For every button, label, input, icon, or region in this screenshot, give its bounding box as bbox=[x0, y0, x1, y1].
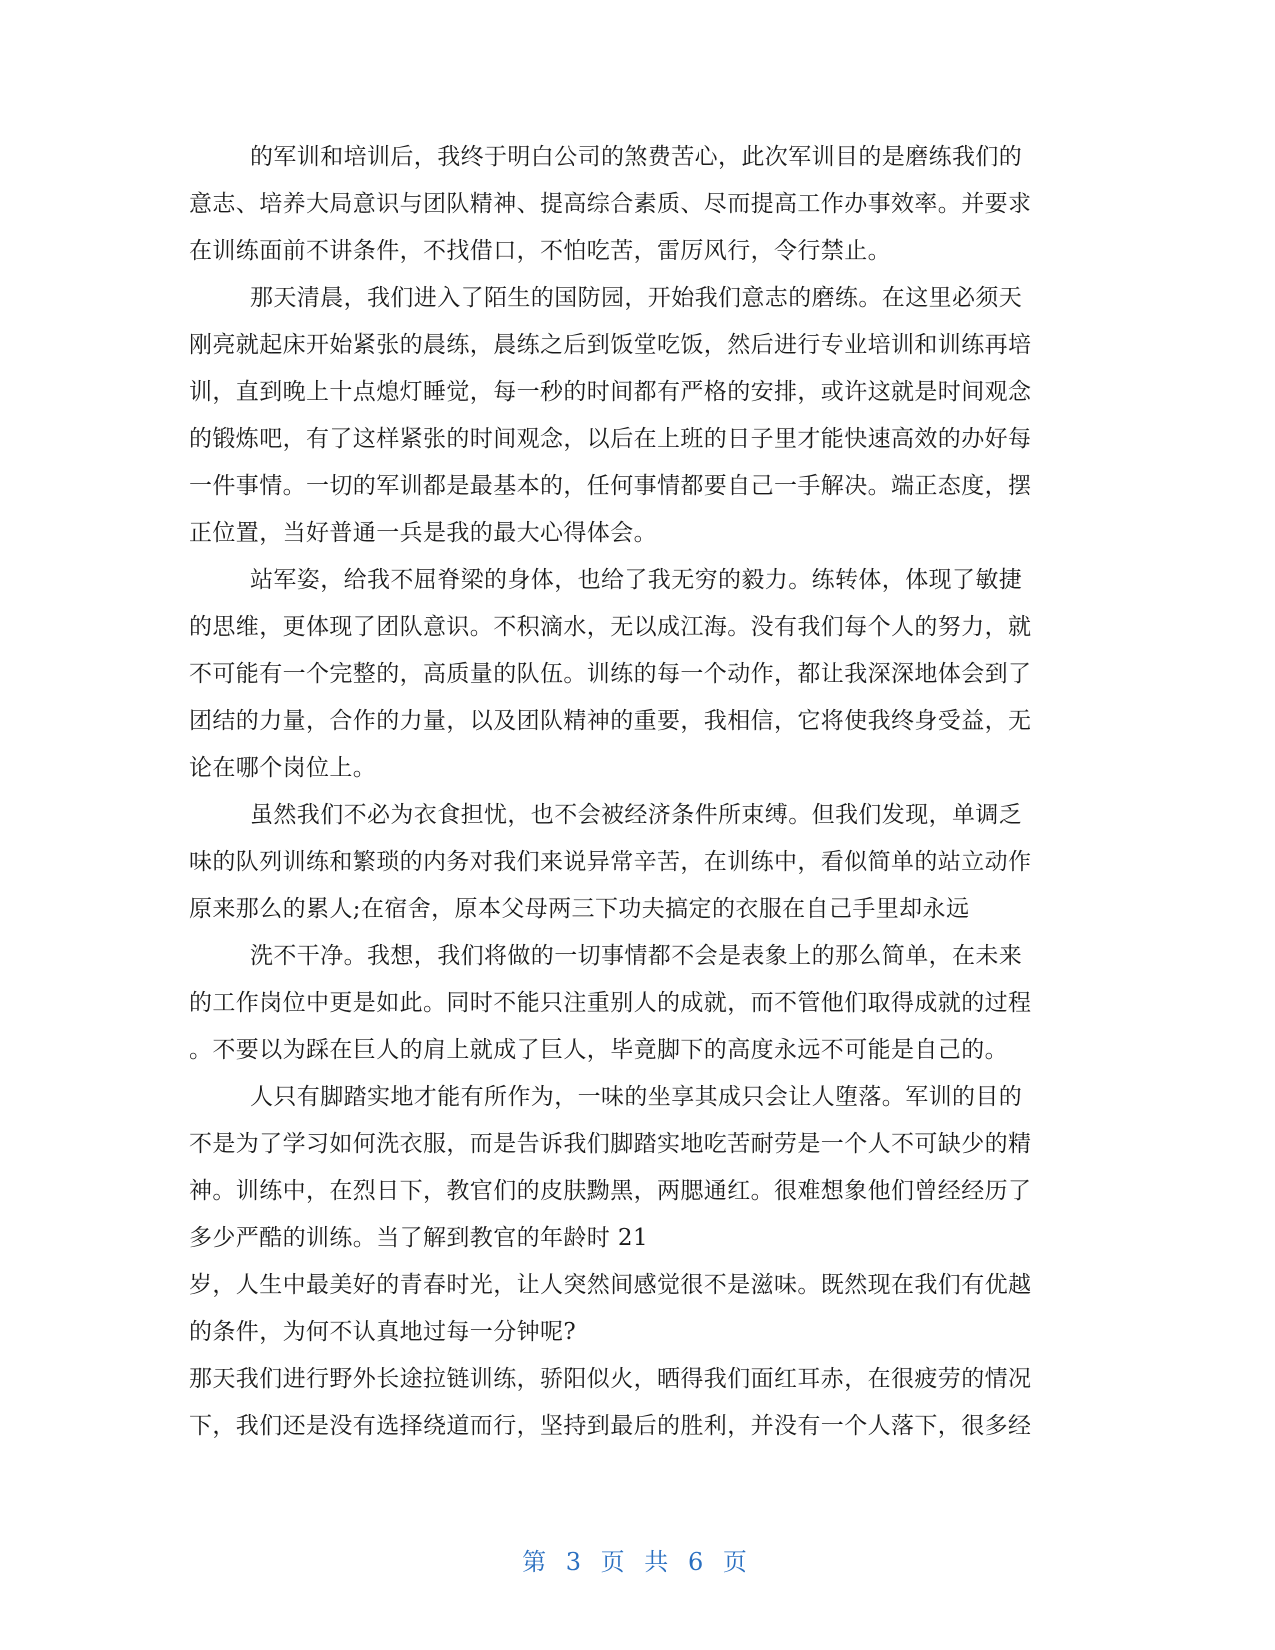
text-line: 团结的力量，合作的力量，以及团队精神的重要，我相信，它将使我终身受益，无 bbox=[189, 708, 1032, 734]
text-line: 味的队列训练和繁琐的内务对我们来说异常辛苦，在训练中，看似简单的站立动作 bbox=[189, 849, 1032, 875]
text-line: 的锻炼吧，有了这样紧张的时间观念，以后在上班的日子里才能快速高效的办好每 bbox=[189, 426, 1032, 452]
text-line: 刚亮就起床开始紧张的晨练，晨练之后到饭堂吃饭，然后进行专业培训和训练再培 bbox=[189, 332, 1032, 358]
text-line: 的工作岗位中更是如此。同时不能只注重别人的成就，而不管他们取得成就的过程 bbox=[189, 990, 1032, 1016]
text-line: 训，直到晚上十点熄灯睡觉，每一秒的时间都有严格的安排，或许这就是时间观念 bbox=[189, 379, 1032, 405]
page-number-footer: 第 3 页 共 6 页 bbox=[522, 1548, 753, 1576]
text-line: 神。训练中，在烈日下，教官们的皮肤黝黑，两腮通红。很难想象他们曾经经历了 bbox=[189, 1178, 1032, 1204]
text-line: 正位置，当好普通一兵是我的最大心得体会。 bbox=[189, 520, 657, 546]
text-line: 洗不干净。我想，我们将做的一切事情都不会是表象上的那么简单，在未来 bbox=[250, 943, 1023, 969]
text-line: 在训练面前不讲条件，不找借口，不怕吃苦，雷厉风行，令行禁止。 bbox=[189, 238, 891, 264]
text-line: 那天我们进行野外长途拉链训练，骄阳似火，晒得我们面红耳赤，在很疲劳的情况 bbox=[189, 1366, 1032, 1392]
text-line: 虽然我们不必为衣食担忧，也不会被经济条件所束缚。但我们发现，单调乏 bbox=[250, 802, 1023, 828]
text-line: 那天清晨，我们进入了陌生的国防园，开始我们意志的磨练。在这里必须天 bbox=[250, 285, 1023, 311]
text-line: 岁，人生中最美好的青春时光，让人突然间感觉很不是滋味。既然现在我们有优越 bbox=[189, 1272, 1032, 1298]
text-line: 不是为了学习如何洗衣服，而是告诉我们脚踏实地吃苦耐劳是一个人不可缺少的精 bbox=[189, 1131, 1032, 1157]
text-line: 人只有脚踏实地才能有所作为，一味的坐享其成只会让人堕落。军训的目的 bbox=[250, 1084, 1023, 1110]
text-line: 的思维，更体现了团队意识。不积滴水，无以成江海。没有我们每个人的努力，就 bbox=[189, 614, 1032, 640]
text-line: 一件事情。一切的军训都是最基本的，任何事情都要自己一手解决。端正态度，摆 bbox=[189, 473, 1032, 499]
text-line: 站军姿，给我不屈脊梁的身体，也给了我无穷的毅力。练转体，体现了敏捷 bbox=[250, 567, 1023, 593]
text-line: 多少严酷的训练。当了解到教官的年龄时 21 bbox=[189, 1225, 648, 1251]
text-line: 的军训和培训后，我终于明白公司的煞费苦心，此次军训目的是磨练我们的 bbox=[250, 144, 1023, 170]
text-line: 意志、培养大局意识与团队精神、提高综合素质、尽而提高工作办事效率。并要求 bbox=[189, 191, 1032, 217]
text-line: 的条件，为何不认真地过每一分钟呢? bbox=[189, 1319, 577, 1345]
text-line: 论在哪个岗位上。 bbox=[189, 755, 377, 781]
text-line: 不可能有一个完整的，高质量的队伍。训练的每一个动作，都让我深深地体会到了 bbox=[189, 661, 1032, 687]
text-line: 原来那么的累人;在宿舍，原本父母两三下功夫搞定的衣服在自己手里却永远 bbox=[189, 896, 970, 922]
text-line: 。不要以为踩在巨人的肩上就成了巨人，毕竟脚下的高度永远不可能是自己的。 bbox=[189, 1037, 1008, 1063]
text-line: 下，我们还是没有选择绕道而行，坚持到最后的胜利，并没有一个人落下，很多经 bbox=[189, 1413, 1032, 1439]
